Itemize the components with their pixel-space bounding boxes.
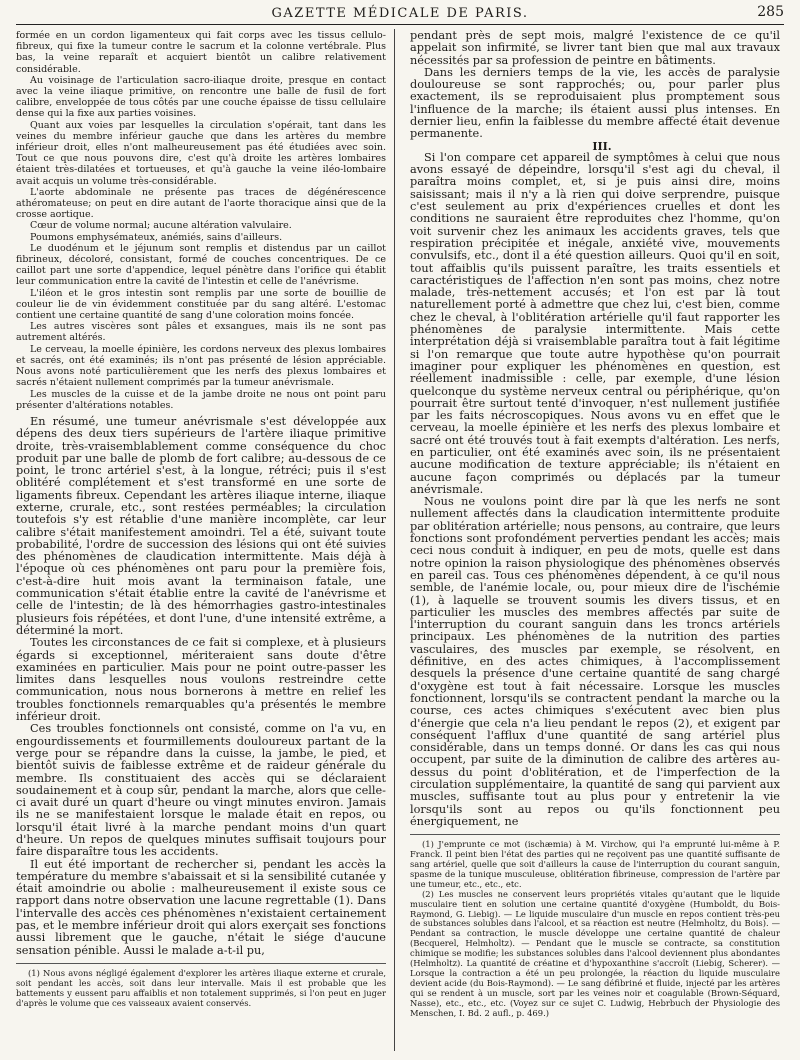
paragraph: Il eut été important de rechercher si, pendant les accès la température du membre s'abaissait et si la sensibilité cutanée y était amoindrie ou abolie : malheureusement il existe sous ce rapport dans notre observation une lacune regrettable (1). Dans l'intervalle des accès ces phénomènes n'existaient certainement pas, et le membre inférieur droit qui alors exerçait ses fonctions aussi librement que le gauche, n'était le siége d'aucune sensation pénible. Aussi le malade a-t-il pu,: [16, 857, 386, 957]
paragraph: Toutes les circonstances de ce fait si complexe, et à plusieurs égards si exceptionnel, mériteraient sans doute d'être examinées en particulier. Mais pour ne point outre-passer les limites dans lesquelles nous voulons restreindre cette communication, nous nous bornerons à mettre en relief les troubles fonctionnels remarquables qu'a présentés le membre inférieur droit.: [16, 636, 386, 724]
column-divider: [394, 29, 395, 1051]
paragraph: L'aorte abdominale ne présente pas traces de dégénérescence athéromateuse; on peut en dire autant de l'aorte thoracique ainsi que de la crosse aortique.: [16, 186, 386, 221]
paragraph: Dans les derniers temps de la vie, les accès de paralysie douloureuse se sont rapprochés; ou, pour parler plus exactement, ils se reproduisaient plus promptement sous l'influence de la marche; ils étaient aussi plus intenses. En dernier lieu, enfin la faiblesse du membre affecté était devenue permanente.: [410, 65, 780, 141]
paragraph: Cœur de volume normal; aucune altération valvulaire.: [30, 220, 292, 232]
paragraph: formée en un cordon ligamenteux qui fait corps avec les tissus cellulo-fibreux, qui fixe la tumeur contre le sacrum et la colonne vertébrale. Plus bas, la veine reparaît et acquiert bientôt un calibre relativement considérable.: [16, 30, 386, 75]
paragraph: Ces troubles fonctionnels ont consisté, comme on l'a vu, en engourdissements et fourmillements douloureux partant de la verge pour se répandre dans la cuisse, la jambe, le pied, et bientôt suivis de faiblesse extrême et de raideur générale du membre. Ils constituaient des accès qui se déclaraient soudainement et à coup sûr, pendant la marche, alors que celle-ci avait duré un quart d'heure ou vingt minutes environ. Jamais ils ne se manifestaient lorsque le malade était en repos, ou lorsqu'il était livré à la marche pendant moins d'un quart d'heure. Un repos de quelques minutes suffisait toujours pour faire disparaître tous les accidents.: [16, 722, 386, 859]
paragraph: Poumons emphysémateux, anémiés, sains d'ailleurs.: [30, 231, 283, 243]
running-header-title: GAZETTE MÉDICALE DE PARIS.: [271, 6, 529, 21]
right-column: [410, 30, 780, 1054]
footnote: (1) J'emprunte ce mot (ischæmia) à M. Virchow, qui l'a emprunté lui-même à P. Franck. Il peint bien l'état des parties qui ne reçoivent pas une quantité suffisante de sang artériel, quelle que soit d'ailleurs la cause de l'interruption du courant sanguin, spasme de la tunique musculeuse, oblitération fibrineuse, compression de l'artère par une tumeur, etc., etc., etc.: [410, 839, 780, 889]
paragraph: Nous ne voulons point dire par là que les nerfs ne sont nullement affectés dans la claudication intermittente produite par oblitération artérielle; nous pensons, au contraire, que leurs fonctions sont profondément perverties pendant les accès; mais ceci nous conduit à indiquer, en peu de mots, quelle est dans notre opinion la raison physiologique des phénomènes observés en pareil cas. Tous ces phénomènes dépendent, à ce qu'il nous semble, de l'anémie locale, ou, pour mieux dire de l'ischémie (1), à laquelle se trouvent soumis les divers tissus, et en particulier les muscles des membres affectés par suite de l'interruption du courant sanguin dans les troncs artériels principaux. Les phénomènes de la nutrition des parties vasculaires, des muscles par exemple, se résolvent, en définitive, en des actes chimiques, à l'accomplissement desquels la présence d'une certaine quantité de sang chargé d'oxygène est tout à fait nécessaire. Lorsque les muscles fonctionnent, lorsqu'ils se contractent pendant la marche ou la course, ces actes chimiques s'exécutent avec bien plus d'énergie que cela n'a lieu pendant le repos (2), et exigent par conséquent l'afflux d'une quantité de sang artériel plus considérable, dans un temps donné. Or dans les cas qui nous occupent, par suite de la diminution de calibre des artères au-dessus du point d'oblitération, et de l'imperfection de la circulation supplémentaire, la quantité de sang qui parvient aux muscles, suffisante tout au plus pour y entretenir la vie lorsqu'ils sont au repos ou qu'ils fonctionnent peu énergiquement, ne: [410, 495, 780, 828]
paragraph: Le cerveau, la moelle épinière, les cordons nerveux des plexus lombaires et sacrés, ont été examinés; ils n'ont pas présenté de lésion appréciable. Nous avons noté particulièrement que les nerfs des plexus lombaires et sacrés n'étaient nullement comprimés par la tumeur anévrismale.: [16, 343, 386, 389]
paragraph: Quant aux voies par lesquelles la circulation s'opérait, tant dans les veines du membre inférieur gauche que dans les artères du membre inférieur droit, elles n'ont malheureusement pas été étudiées avec soin. Tout ce que nous pouvons dire, c'est qu'à droite les artères lombaires étaient très-dilatées et tortueuses, et qu'à gauche la veine iléo-lombaire avait acquis un volume très-considérable.: [16, 119, 386, 187]
paragraph: Au voisinage de l'articulation sacro-iliaque droite, presque en contact avec la veine iliaque primitive, on rencontre une balle de fusil de fort calibre, enveloppée de tous côtés par une couche épaisse de tissu cellulaire dense qui la fixe aux parties voisines.: [16, 74, 386, 120]
header-rule: [16, 24, 784, 25]
paragraph: pendant près de sept mois, malgré l'existence de ce qu'il appelait son infirmité, se livrer tant bien que mal aux travaux nécessités par sa profession de peintre en bâtiments.: [410, 30, 780, 67]
section-number: III.: [592, 139, 612, 153]
paragraph: Les autres viscères sont pâles et exsangues, mais ils ne sont pas autrement altérés.: [16, 321, 386, 344]
page-number: 285: [757, 4, 784, 20]
left-column: [16, 30, 386, 1054]
paragraph: Les muscles de la cuisse et de la jambe droite ne nous ont point paru présenter d'altérations notables.: [16, 388, 386, 411]
paragraph: L'iléon et le gros intestin sont remplis par une sorte de bouillie de couleur lie de vin évidemment constituée par du sang altéré. L'estomac contient une certaine quantité de sang d'une coloration moins foncée.: [16, 287, 386, 322]
paragraph: En résumé, une tumeur anévrismale s'est développée aux dépens des deux tiers supérieurs de l'artère iliaque primitive droite, très-vraisemblablement comme conséquence du choc produit par une balle de plomb de fort calibre; au-dessous de ce point, le tronc artériel s'est, à la longue, rétréci; puis il s'est oblitéré complétement et s'est transformé en une sorte de ligaments fibreux. Cependant les artères iliaque interne, iliaque externe, crurale, etc., sont restées perméables; la circulation toutefois s'y est rétablie d'une manière incomplète, car leur calibre s'était manifestement amoindri. Tel a été, suivant toute probabilité, l'ordre de succession des lésions qui ont été suivies des phénomènes de claudication intermittente. Mais déjà à l'époque où ces phénomènes ont paru pour la première fois, c'est-à-dire huit mois avant la terminaison fatale, une communication s'était établie entre la cavité de l'anévrisme et celle de l'intestin; de là des hémorrhagies gastro-intestinales plusieurs fois répétées, et dont l'une, d'une intensité extrême, a déterminé la mort.: [16, 414, 386, 637]
footnote-separator: [16, 963, 386, 964]
footnote: (1) Nous avons négligé également d'explorer les artères iliaque externe et crurale, soit pendant les accès, soit dans leur intervalle. Mais il est probable que les battements y eussent paru affaiblis et non totalement supprimés, si l'on peut en juger d'après le volume que ces vaisseaux avaient conservés.: [16, 967, 386, 1008]
paragraph: Le duodénum et le jéjunum sont remplis et distendus par un caillot fibrineux, décoloré, consistant, formé de couches concentriques. De ce caillot part une sorte d'appendice, lequel pénètre dans l'orifice qui établit leur communication entre la cavité de l'intestin et celle de l'anévrisme.: [16, 242, 386, 288]
paragraph: Si l'on compare cet appareil de symptômes à celui que nous avons essayé de dépeindre, lorsqu'il s'est agi du cheval, il paraîtra moins complet, et, si je puis ainsi dire, moins saisissant; mais il n'y a là rien qui doive serprendre, puisque c'est seulement au prix d'expériences cruelles et dont les conditions ne sauraient être reproduites chez l'homme, qu'on voit survenir chez les animaux les accidents graves, tels que respiration précipitée et inégale, anxiété vive, mouvements convulsifs, etc., dont il a été question ailleurs. Quoi qu'il en soit, tout affaiblis qu'ils puissent paraître, les traits essentiels et caractéristiques de l'affection n'en sont pas moins, chez notre malade, très-nettement accusés; et l'on est par là tout naturellement porté à admettre que chez lui, c'est bien, comme chez le cheval, à l'oblitération artérielle qu'il faut rapporter les phénomènes de paralysie intermittente. Mais cette interprétation déjà si vraisemblable paraîtra tout à fait légitime si l'on remarque que toute autre hypothèse qu'on pourrait imaginer pour expliquer les phénomènes en question, est réellement inadmissible : celle, par exemple, d'une lésion quelconque du système nerveux central ou périphérique, qu'on pourrait être surtout tenté d'invoquer, n'est nullement justifiée par les faits nécroscopiques. Nous avons vu en effet que le cerveau, la moelle épinière et les nerfs des plexus lombaire et sacré ont été trouvés tout à fait exempts d'altération. Les nerfs, en particulier, ont été examinés avec soin, ils ne présentaient aucune modification de texture appréciable; ils n'étaient en aucune façon comprimés ou déplacés par la tumeur anévrismale.: [410, 150, 780, 496]
footnote: (2) Les muscles ne conservent leurs propriétés vitales qu'autant que le liquide musculaire tient en solution une certaine quantité d'oxygène (Humboldt, du Bois-Raymond, G. Liebig). — Le liquide musculaire d'un muscle en repos contient très-peu de substances solubles dans l'alcool, et sa réaction est neutre (Helmholtz, du Bois). — Pendant sa contraction, le muscle développe une certaine quantité de chaleur (Becquerel, Helmholtz). — Pendant que le muscle se contracte, sa constitution chimique se modifie; les substances solubles dans l'alcool deviennent plus abondantes (Helmholtz). La quantité de créatine et d'hypoxanthine s'accroît (Liebig, Scherer). — Lorsque la contraction a été un peu prolongée, la réaction du liquide musculaire devient acide (du Bois-Raymond). — Le sang défibriné et fluide, injecté par les artères qui se rendent à un muscle, sort par les veines noir et coagulable (Brown-Séquard, Nasse), etc., etc., etc. (Voyez sur ce sujet C. Ludwig, Hebrbuch der Physiologie des Menschen, I. Bd. 2 aufl., p. 469.): [410, 888, 780, 1018]
footnote-separator: [410, 834, 780, 835]
